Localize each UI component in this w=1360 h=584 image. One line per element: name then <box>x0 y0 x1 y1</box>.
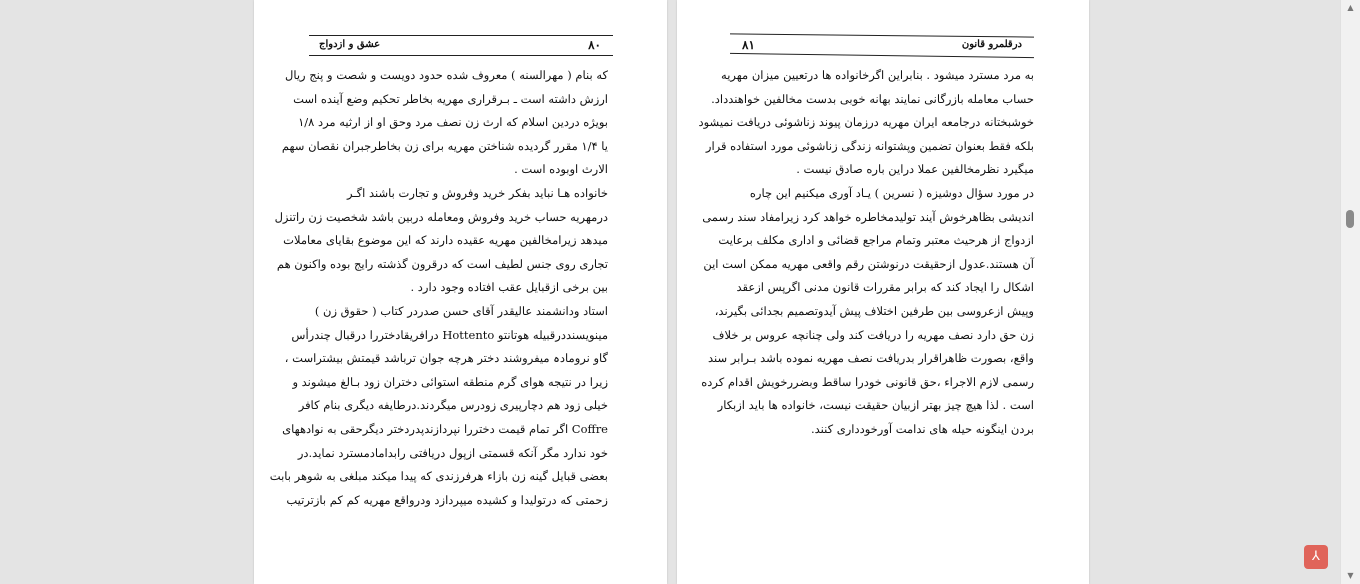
header-rule-top <box>309 35 613 36</box>
text-line: که بنام ( مهرالسنه ) معروف شده حدود دویست و شصت و پنج ریال <box>284 68 608 82</box>
text-line: به مرد مسترد میشود . بنابراین اگرخانواده ها درتعیین میزان مهریه <box>721 68 1034 82</box>
page-header <box>309 30 613 58</box>
text-line: گاو نرومادہ میفروشند دختر هرچه جوان ترباشد قیمتش بیشتراست ، <box>284 351 608 366</box>
text-line: خانواده هـا نباید بفکر خرید وفروش و تجارت باشند اگـر <box>346 185 608 200</box>
text-line: ازدواج از هرحیث معتبر وتمام مراجع قضائی و اداری مکلف برعایت <box>718 233 1034 248</box>
page-number: ۸۱ <box>742 38 755 52</box>
text-line: بعضی قبایل گینه زن بازاء هرفرزندی که پیدا میکند مبلغی به شوهر بابت <box>269 469 608 484</box>
text-line: اشکال را ایجاد کند که برابر مقررات قانون مدنی اگرپس ازعقد <box>736 280 1034 295</box>
document-page-81 <box>677 0 1089 584</box>
text-line: Coffre اگر تمام قیمت دختررا نپردازندپدردختر دیگرحقی به نوادههای <box>282 421 608 436</box>
text-line: بردن اینگونه حیله های ندامت آورخودداری کنند. <box>810 421 1034 436</box>
pdf-icon[interactable]: ⅄ <box>1304 545 1328 569</box>
text-line: واقع، بصورت ظاهراقرار بدریافت نصف مهریه نموده باشد بـرابر سند <box>708 351 1034 366</box>
text-line: بویژه دردین اسلام که ارث زن نصف مرد وحق او از ارثیه مرد ۱/۸ <box>298 115 608 130</box>
vertical-scrollbar[interactable] <box>1340 0 1360 584</box>
text-line: حساب معامله بازرگانی نمایند بهانه خوبی بدست مخالفین خواهندداد. <box>711 91 1034 106</box>
scroll-down-arrow-icon[interactable]: ▼ <box>1347 571 1354 580</box>
text-line: استاد ودانشمند عالیقدر آقای حسن صدردر کتاب ( حقوق زن ) <box>314 303 608 318</box>
text-line: میگیرد نظرمخالفین عملا دراین باره صادق نیست . <box>796 162 1034 177</box>
text-line: در مورد سؤال دوشیزه ( نسرین ) یـاد آوری میکنیم این چاره <box>749 185 1034 200</box>
text-line: زن حق دارد نصف مهریه را دریافت کند ولی چنانچه عروس بر خلاف <box>712 327 1034 342</box>
document-page-80 <box>254 0 667 584</box>
header-rule-top <box>730 33 1034 37</box>
page-number: ۸۰ <box>588 38 601 52</box>
text-line: میدهد زیرامخالفین مهریه عقیده دارند که این موضوع بقایای معاملات <box>283 233 608 248</box>
text-line: اندیشی بظاهرخوش آیند تولیدمخاطره خواهد کرد زیرامفاد سند رسمی <box>702 209 1034 224</box>
text-line: است . لذا هیچ چیز بهتر ازبیان حقیقت نیست، خانواده ها باید ازبکار <box>717 398 1034 413</box>
header-rule-bottom <box>730 53 1034 58</box>
header-rule-bottom <box>309 55 613 56</box>
scroll-thumb[interactable] <box>1346 210 1354 228</box>
header-title: درقلمرو قانون <box>961 39 1022 50</box>
text-line: ارزش داشته است ـ بـرقراری مهریه بخاطر تحکیم وضع آینده است <box>293 91 608 106</box>
page-body-text <box>698 64 1034 442</box>
text-line: تجاری روی جنس لطیف است که درقرون گذشته رایج بوده واکنون هم <box>276 256 608 271</box>
text-line: یا ۱/۴ مقرر گردیده شناختن مهریه برای زن بخاطرجبران نقصان سهم <box>281 138 608 153</box>
header-title: عشق و ازدواج <box>319 39 381 50</box>
text-line: خوشبختانه درجامعه ایران مهریه درزمان پیوند زناشوئی دریافت نمیشود <box>698 115 1034 130</box>
text-line: وپیش ازعروسی بین طرفین اختلاف پیش آیدوتصمیم بجدائی بگیرند، <box>714 303 1034 318</box>
text-line: درمهریه حساب خرید وفروش ومعامله دربین باشد شخصیت زن راتنزل <box>274 209 608 224</box>
text-line: رسمی لازم الاجراء ،حق قانونی خودرا ساقط وبضررخویش اقدام کرده <box>701 374 1034 389</box>
scroll-up-arrow-icon[interactable]: ▲ <box>1347 3 1354 12</box>
text-line: الارث اوبوده است . <box>514 162 608 177</box>
text-line: بین برخی ازقبایل عقب افتاده وجود دارد . <box>410 280 608 295</box>
page-body-text <box>269 64 608 512</box>
text-line: آن هستند.عدول ازحقیقت درنوشتن رقم واقعی مهریه ممکن است این <box>703 256 1034 271</box>
page-header <box>730 30 1034 58</box>
text-line: خیلی زود هم دچارپیری زودرس میگردند.درطایفه دیگری بنام کافر <box>298 398 608 413</box>
text-line: زحمتی که درتولیدا و کشیده میپردازد ودرواقع مهریه کم کم بازترتیب <box>286 492 608 507</box>
text-line: خود ندارد مگر آنکه قسمتی ازپول دریافتی رابدامادمسترد نماید.در <box>297 445 608 460</box>
text-line: بلکه فقط بعنوان تضمین وپشتوانه زندگی زناشوئی مورد استفاده قرار <box>705 138 1034 153</box>
text-line: مینویسنددرقبیله هوتانتو Hottento درافریقادختررا درقبال چندرأس <box>291 327 608 342</box>
text-line: زیرا در نتیجه هوای گرم منطقه استوائی دختران زود بـالغ میشوند و <box>292 374 608 389</box>
